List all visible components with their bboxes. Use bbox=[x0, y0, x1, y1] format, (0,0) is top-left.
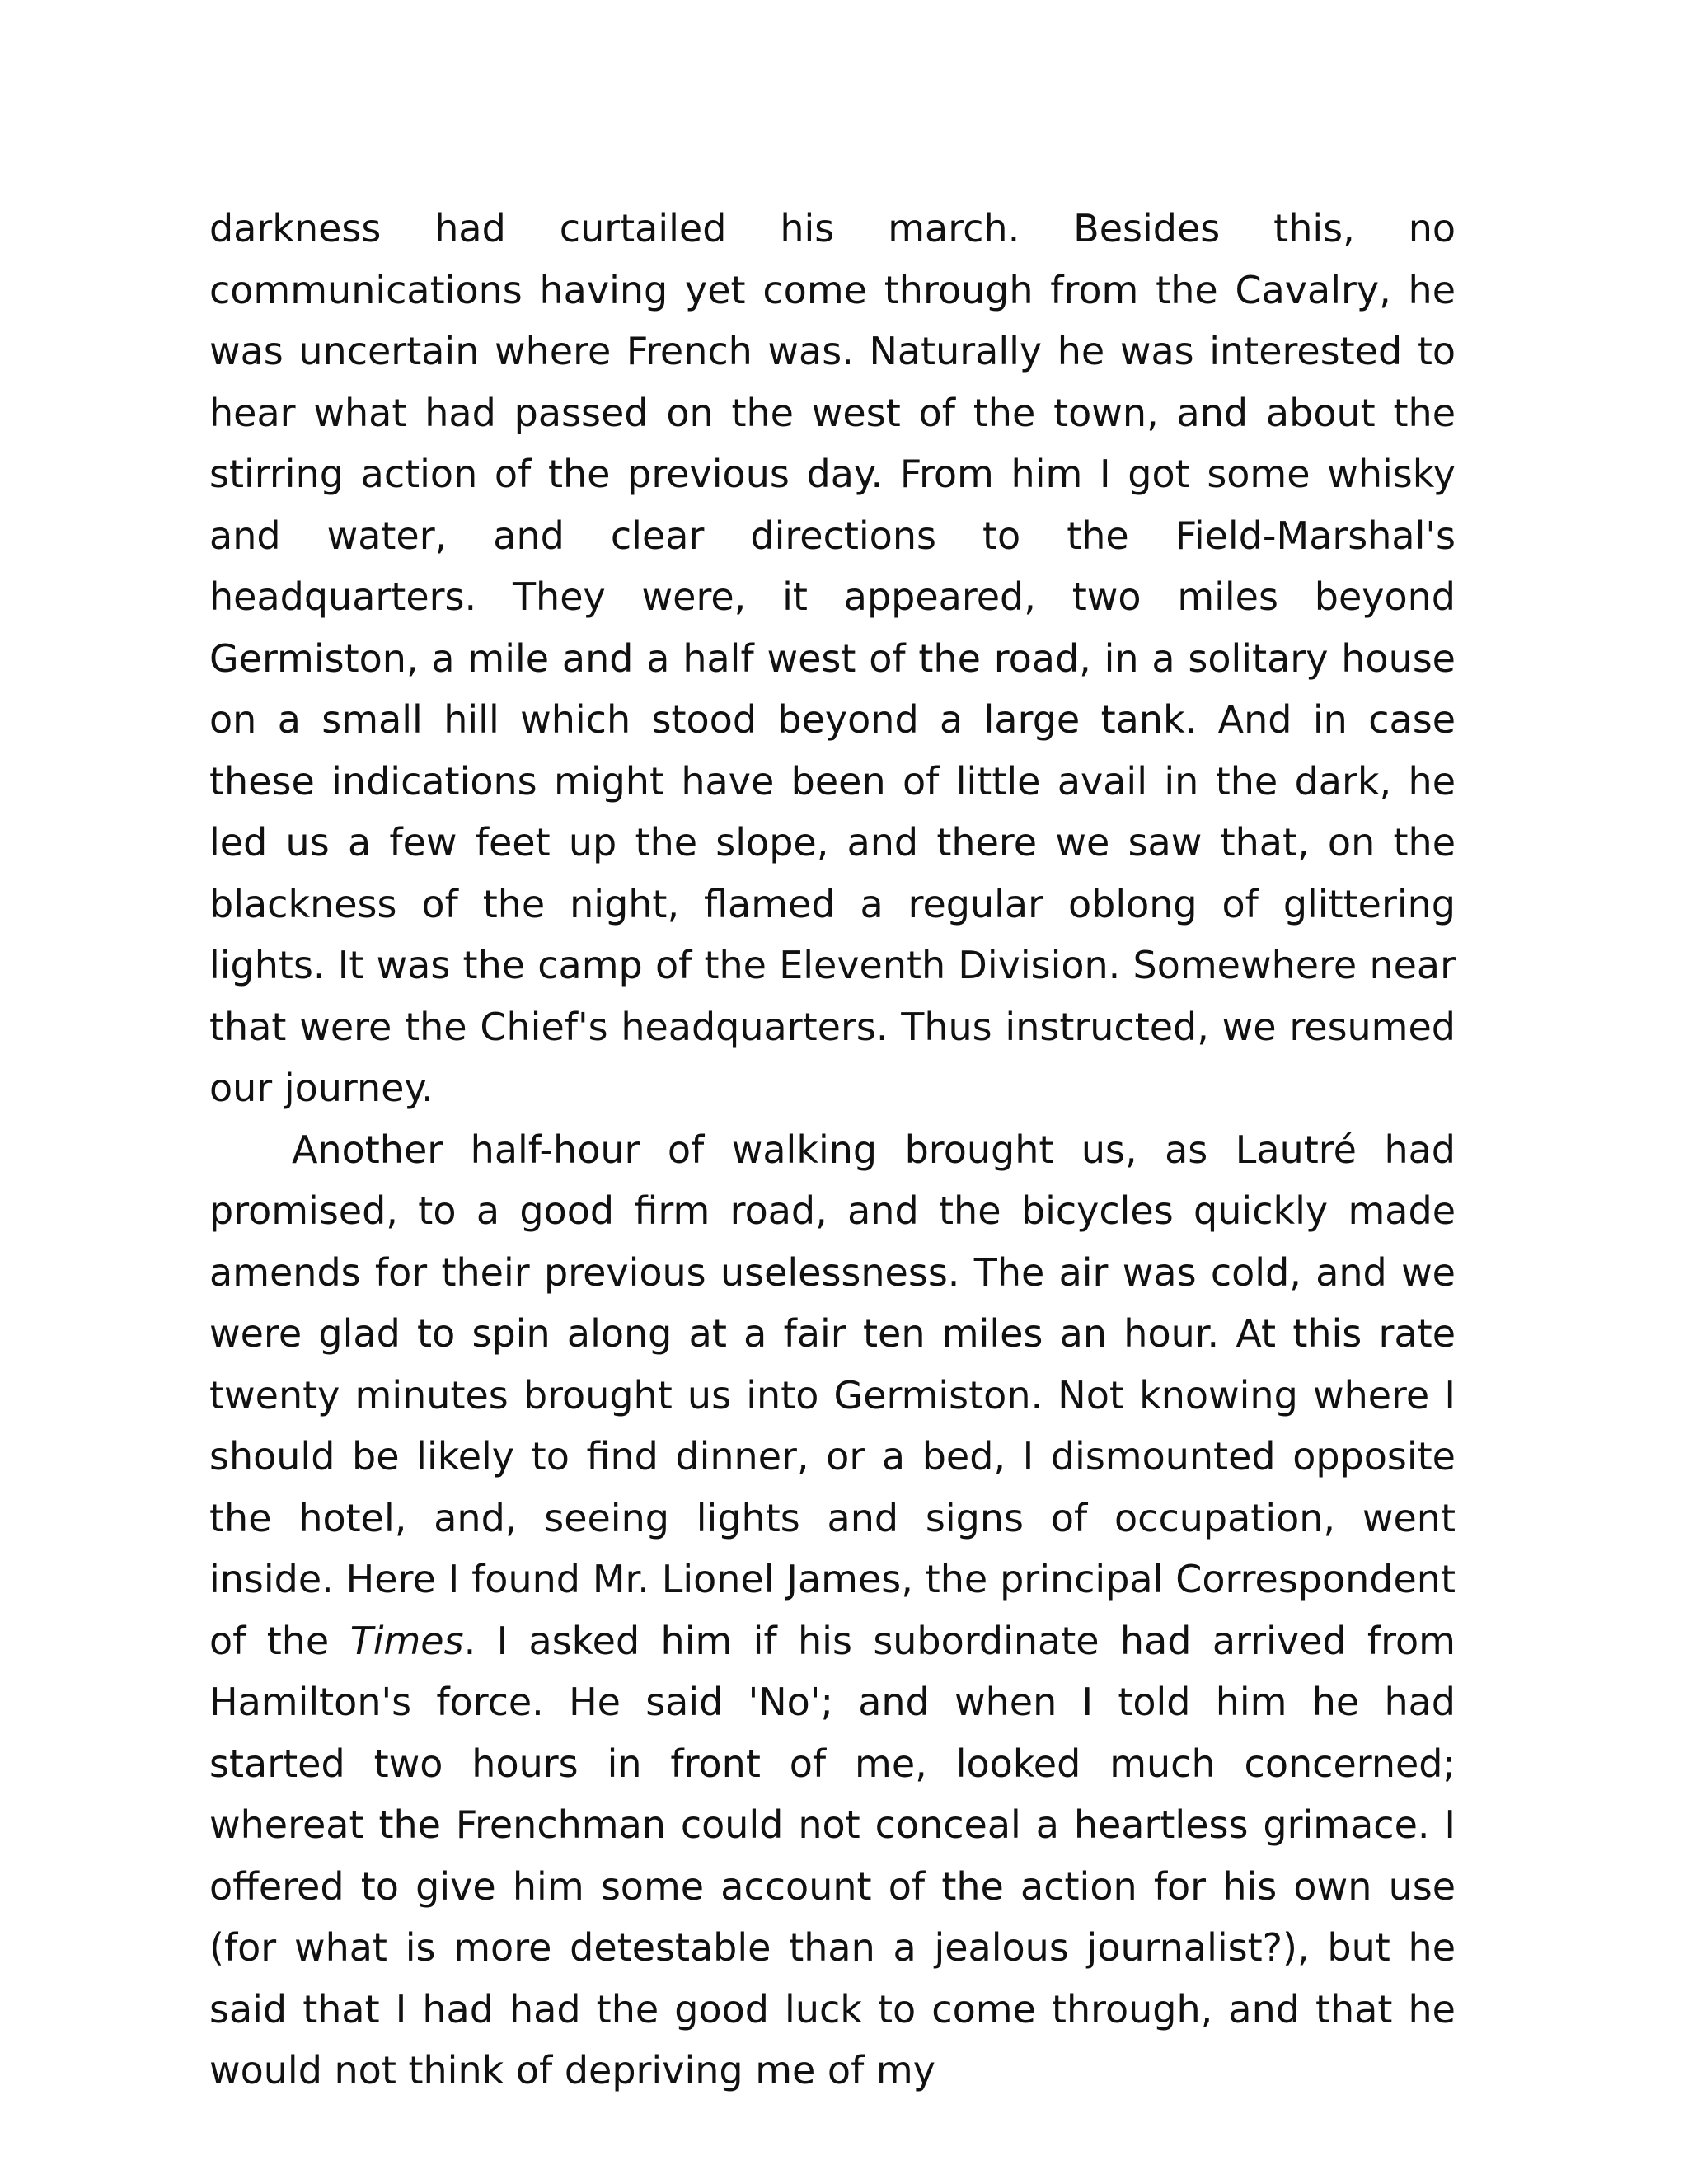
body-text bbox=[209, 198, 1456, 2102]
paragraph-2-text-end: . I asked him if his subordinate had arrived from Hamilton's force. He said 'No'; and when I told him he had started two hours in front of me, looked much concerned; whereat the Frenchman could not conceal a heartless grimace. I offered to give him some account of the action for his own use (for what is more detestable than a jealous journalist?), but he said that I had had the good luck to come through, and that he would not think of depriving me of my bbox=[209, 1618, 1456, 2093]
paragraph-2 bbox=[209, 1119, 1456, 2102]
paragraph-2-text-start: Another half-hour of walking brought us, as Lautré had promised, to a good firm road, and the bicycles quickly made amends for their previous uselessness. The air was cold, and we were glad to spin along at a fair ten miles an hour. At this rate twenty minutes brought us into Germiston. Not knowing where I should be likely to find dinner, or a bed, I dismounted opposite the hotel, and, seeing lights and signs of occupation, went inside. Here I found Mr. Lionel James, the principal Correspondent of the bbox=[209, 1127, 1456, 1663]
paragraph-1: darkness had curtailed his march. Besides this, no communications having yet come through from the Cavalry, he was uncertain where French was. Naturally he was interested to hear what had passed on the west of the town, and about the stirring action of the previous day. From him I got some whisky and water, and clear directions to the Field-Marshal's headquarters. They were, it appeared, two miles beyond Germiston, a mile and a half west of the road, in a solitary house on a small hill which stood beyond a large tank. And in case these indications might have been of little avail in the dark, he led us a few feet up the slope, and there we saw that, on the blackness of the night, flamed a regular oblong of glittering lights. It was the camp of the Eleventh Division. Somewhere near that were the Chief's headquarters. Thus instructed, we resumed our journey. bbox=[209, 206, 1456, 1110]
newspaper-title: Times bbox=[349, 1618, 464, 1663]
